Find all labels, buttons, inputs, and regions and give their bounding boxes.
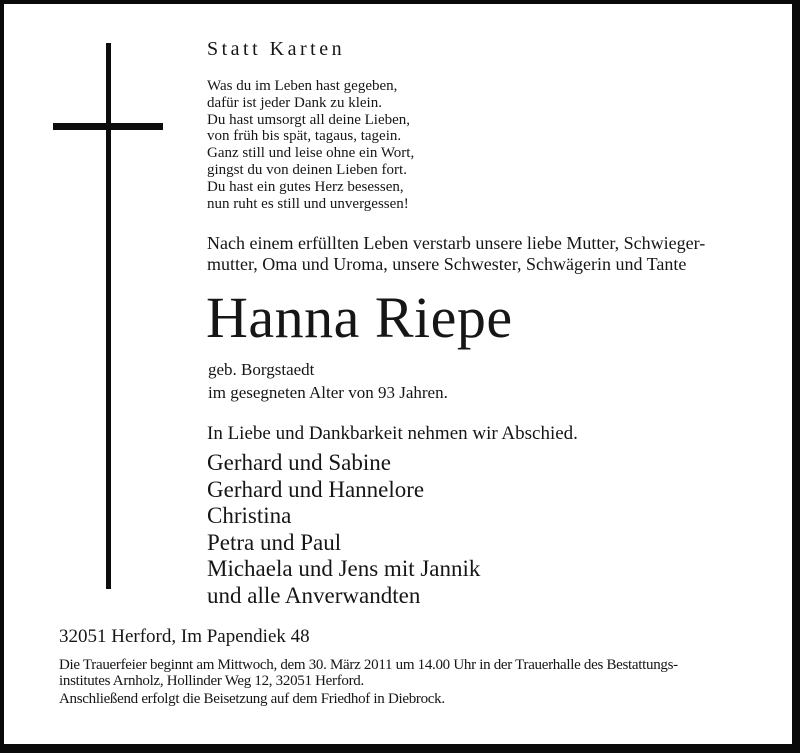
deceased-name: Hanna Riepe [206,285,513,350]
header-statt-karten: Statt Karten [207,38,346,60]
mourner-line: Michaela und Jens mit Jannik [207,556,481,582]
poem-line: dafür ist jeder Dank zu klein. [207,94,382,111]
intro-line: mutter, Oma und Uroma, unsere Schwester, Schwägerin und Tante [207,253,687,274]
mourner-line: Gerhard und Sabine [207,450,391,475]
poem-line: Du hast umsorgt all deine Lieben, [207,111,411,128]
mourner-line: Christina [207,503,292,529]
burial-info-line: Anschließend erfolgt die Beisetzung auf dem Friedhof in Diebrock. [59,691,445,707]
poem-line: Was du im Leben hast gegeben, [207,78,398,94]
age-line: im gesegneten Alter von 93 Jahren. [208,383,448,402]
address-line: 32051 Herford, Im Papendiek 48 [59,626,310,647]
funeral-info [59,658,678,708]
cross-icon-crossbar [53,123,163,130]
intro-text [207,233,705,274]
farewell-line: In Liebe und Dankbarkeit nehmen wir Abschied. [207,423,578,444]
mourner-line: Gerhard und Hannelore [207,476,425,502]
poem-line: von früh bis spät, tagaus, tagein. [207,128,402,145]
mourner-line: und alle Anverwandten [207,582,421,608]
poem-line: gingst du von deinen Lieben fort. [207,161,407,178]
funeral-info-line: Die Trauerfeier beginnt am Mittwoch, dem 30. März 2011 um 14.00 Uhr in der Trauerhalle des Bestattungs- [59,657,678,673]
poem-line: nun ruht es still und unvergessen! [207,195,409,212]
funeral-info-line: institutes Arnholz, Hollinder Weg 12, 32051 Herford. [59,672,364,689]
memorial-poem [207,78,414,212]
poem-line: Du hast ein gutes Herz besessen, [207,178,404,195]
poem-line: Ganz still und leise ohne ein Wort, [207,145,415,162]
deceased-subinfo [208,358,448,404]
maiden-name: geb. Borgstaedt [208,360,315,379]
mourners-list [207,450,480,610]
mourner-line: Petra und Paul [207,529,342,555]
intro-line: Nach einem erfüllten Leben verstarb unsere liebe Mutter, Schwieger- [207,233,706,253]
